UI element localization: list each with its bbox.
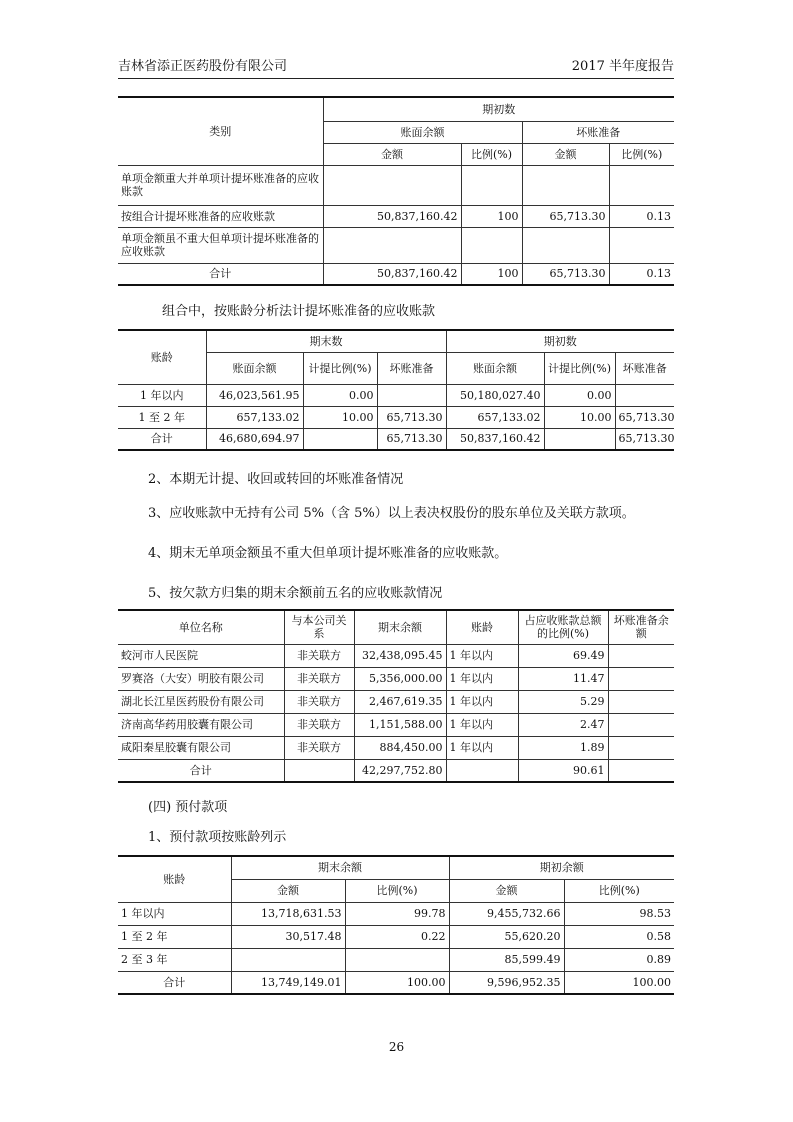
table-row — [118, 971, 674, 994]
t3-cell — [284, 759, 354, 782]
t2-cell: 65,713.30 — [377, 428, 446, 450]
t4-cell: 0.89 — [564, 948, 674, 971]
report-title: 2017 半年度报告 — [571, 59, 674, 74]
t4-ratio-header: 比例(%) — [345, 879, 449, 902]
t3-rel-header: 与本公司关系 — [284, 610, 354, 644]
table-row — [118, 902, 674, 925]
t3-unit: 湖北长江星医药股份有限公司 — [118, 690, 284, 713]
t1-cell — [323, 165, 461, 205]
t1-cell: 50,837,160.42 — [323, 205, 461, 227]
t1-amount-header: 金额 — [323, 143, 461, 165]
t1-cell: 0.13 — [609, 263, 674, 285]
t3-cell: 42,297,752.80 — [354, 759, 446, 782]
t2-cell: 50,837,160.42 — [446, 428, 544, 450]
t1-cell: 65,713.30 — [522, 263, 609, 285]
t3-cell: 非关联方 — [284, 690, 354, 713]
t3-cell: 1 年以内 — [446, 713, 518, 736]
t1-cell — [609, 165, 674, 205]
t4-cell: 9,455,732.66 — [449, 902, 564, 925]
table-row — [118, 263, 674, 285]
t1-cell — [609, 227, 674, 263]
t2-cell: 65,713.30 — [615, 406, 674, 428]
table-row — [118, 227, 674, 263]
t4-cell: 0.58 — [564, 925, 674, 948]
table-row — [118, 384, 674, 406]
t2-age: 1 年以内 — [118, 384, 206, 406]
aging-analysis-table — [118, 329, 674, 451]
t2-cell — [615, 384, 674, 406]
t1-period-header: 期初数 — [323, 97, 674, 121]
paragraph-4: 4、期末无单项金额虽不重大但单项计提坏账准备的应收账款。 — [148, 546, 508, 561]
t3-unit: 合计 — [118, 759, 284, 782]
t3-cell: 69.49 — [518, 644, 608, 667]
page-number: 26 — [388, 1040, 405, 1054]
t1-book-header: 账面余额 — [323, 121, 522, 143]
t4-amount2-header: 金额 — [449, 879, 564, 902]
t3-cell — [608, 759, 674, 782]
t3-unit: 咸阳秦星胶囊有限公司 — [118, 736, 284, 759]
table-row — [118, 406, 674, 428]
t1-category-header: 类别 — [118, 97, 323, 165]
t4-begin-header: 期初余额 — [449, 856, 674, 879]
t2-begin-header: 期初数 — [446, 330, 674, 352]
t4-cell — [345, 948, 449, 971]
table-row — [118, 205, 674, 227]
t2-bad2-header: 坏账准备 — [615, 352, 674, 384]
t1-ratio-header: 比例(%) — [461, 143, 522, 165]
t2-book-header: 账面余额 — [206, 352, 303, 384]
receivables-category-table — [118, 96, 674, 286]
t3-cell: 1 年以内 — [446, 644, 518, 667]
t3-cell: 1,151,588.00 — [354, 713, 446, 736]
t3-pct-header: 占应收账款总额的比例(%) — [518, 610, 608, 644]
t4-cell: 99.78 — [345, 902, 449, 925]
company-name: 吉林省添正医药股份有限公司 — [118, 59, 288, 74]
t4-ratio2-header: 比例(%) — [564, 879, 674, 902]
t3-cell: 11.47 — [518, 667, 608, 690]
t4-age: 2 至 3 年 — [118, 948, 231, 971]
t2-cell — [377, 384, 446, 406]
t3-bad-header: 坏账准备余额 — [608, 610, 674, 644]
t2-cell: 46,023,561.95 — [206, 384, 303, 406]
t3-unit: 蛟河市人民医院 — [118, 644, 284, 667]
t2-cell — [303, 428, 377, 450]
t4-age-header: 账龄 — [118, 856, 231, 902]
table-row — [118, 925, 674, 948]
t2-cell: 10.00 — [303, 406, 377, 428]
t3-cell: 32,438,095.45 — [354, 644, 446, 667]
t2-cell: 10.00 — [544, 406, 615, 428]
t2-cell: 50,180,027.40 — [446, 384, 544, 406]
t1-cell: 50,837,160.42 — [323, 263, 461, 285]
t1-ratio2-header: 比例(%) — [609, 143, 674, 165]
t3-cell: 非关联方 — [284, 736, 354, 759]
t1-cell — [323, 227, 461, 263]
t3-cell: 2.47 — [518, 713, 608, 736]
t3-cell — [608, 644, 674, 667]
paragraph-3: 3、应收账款中无持有公司 5%（含 5%）以上表决权股份的股东单位及关联方款项。 — [148, 506, 635, 521]
t1-amount2-header: 金额 — [522, 143, 609, 165]
paragraph-5: 5、按欠款方归集的期末余额前五名的应收账款情况 — [148, 586, 443, 601]
page-header — [118, 56, 674, 79]
t4-cell: 100.00 — [564, 971, 674, 994]
t2-cell: 46,680,694.97 — [206, 428, 303, 450]
t1-row-label: 单项金额虽不重大但单项计提坏账准备的应收账款 — [118, 227, 323, 263]
t2-rate2-header: 计提比例(%) — [544, 352, 615, 384]
table-row — [118, 759, 674, 782]
t3-cell: 5,356,000.00 — [354, 667, 446, 690]
t2-cell: 0.00 — [303, 384, 377, 406]
t2-cell: 657,133.02 — [446, 406, 544, 428]
t3-cell: 非关联方 — [284, 667, 354, 690]
t3-cell: 2,467,619.35 — [354, 690, 446, 713]
t2-cell: 65,713.30 — [377, 406, 446, 428]
t2-cell: 0.00 — [544, 384, 615, 406]
t2-cell: 657,133.02 — [206, 406, 303, 428]
t4-end-header: 期末余额 — [231, 856, 449, 879]
t3-unit-header: 单位名称 — [118, 610, 284, 644]
t4-age: 合计 — [118, 971, 231, 994]
t3-cell — [608, 713, 674, 736]
t4-cell: 0.22 — [345, 925, 449, 948]
t1-cell: 65,713.30 — [522, 205, 609, 227]
t2-age: 1 至 2 年 — [118, 406, 206, 428]
paragraph-aging-intro: 组合中，按账龄分析法计提坏账准备的应收账款 — [162, 304, 436, 319]
t3-cell: 非关联方 — [284, 713, 354, 736]
t4-cell: 13,749,149.01 — [231, 971, 345, 994]
t2-bad-header: 坏账准备 — [377, 352, 446, 384]
t3-age-header: 账龄 — [446, 610, 518, 644]
t3-cell — [608, 667, 674, 690]
t3-cell: 1.89 — [518, 736, 608, 759]
t1-row-label: 单项金额重大并单项计提坏账准备的应收账款 — [118, 165, 323, 205]
t3-cell: 1 年以内 — [446, 736, 518, 759]
table-row — [118, 644, 674, 667]
t2-end-header: 期末数 — [206, 330, 446, 352]
t3-cell: 1 年以内 — [446, 690, 518, 713]
t4-cell: 85,599.49 — [449, 948, 564, 971]
t2-age: 合计 — [118, 428, 206, 450]
paragraph-prepayments-aging: 1、预付款项按账龄列示 — [148, 830, 287, 845]
t3-cell — [608, 690, 674, 713]
t1-cell: 0.13 — [609, 205, 674, 227]
t2-cell — [544, 428, 615, 450]
t2-age-header: 账龄 — [118, 330, 206, 384]
t3-cell — [446, 759, 518, 782]
t4-cell: 55,620.20 — [449, 925, 564, 948]
t1-cell: 100 — [461, 263, 522, 285]
table-row — [118, 428, 674, 450]
t2-rate-header: 计提比例(%) — [303, 352, 377, 384]
t4-cell: 13,718,631.53 — [231, 902, 345, 925]
t3-cell: 5.29 — [518, 690, 608, 713]
table-row — [118, 948, 674, 971]
section-prepayments-title: (四) 预付款项 — [148, 800, 228, 815]
t4-amount-header: 金额 — [231, 879, 345, 902]
prepayments-aging-table — [118, 855, 674, 995]
table-row — [118, 165, 674, 205]
t4-cell — [231, 948, 345, 971]
t3-cell: 非关联方 — [284, 644, 354, 667]
t3-cell: 1 年以内 — [446, 667, 518, 690]
t1-cell — [461, 227, 522, 263]
t1-bad-header: 坏账准备 — [522, 121, 674, 143]
t4-cell: 98.53 — [564, 902, 674, 925]
t4-cell: 30,517.48 — [231, 925, 345, 948]
t1-row-label: 合计 — [118, 263, 323, 285]
t1-cell — [461, 165, 522, 205]
table-row — [118, 690, 674, 713]
t4-cell: 9,596,952.35 — [449, 971, 564, 994]
t4-age: 1 至 2 年 — [118, 925, 231, 948]
t3-cell: 90.61 — [518, 759, 608, 782]
t1-cell: 100 — [461, 205, 522, 227]
t3-cell — [608, 736, 674, 759]
t4-age: 1 年以内 — [118, 902, 231, 925]
t2-cell: 65,713.30 — [615, 428, 674, 450]
t3-unit: 罗赛洛（大安）明胶有限公司 — [118, 667, 284, 690]
table-row — [118, 713, 674, 736]
t1-cell — [522, 165, 609, 205]
t1-cell — [522, 227, 609, 263]
top-five-receivables-table — [118, 609, 674, 783]
t3-bal-header: 期末余额 — [354, 610, 446, 644]
table-row — [118, 667, 674, 690]
t2-book2-header: 账面余额 — [446, 352, 544, 384]
t4-cell: 100.00 — [345, 971, 449, 994]
t3-cell: 884,450.00 — [354, 736, 446, 759]
table-row — [118, 736, 674, 759]
t3-unit: 济南高华药用胶囊有限公司 — [118, 713, 284, 736]
paragraph-2: 2、本期无计提、收回或转回的坏账准备情况 — [148, 472, 404, 487]
t1-row-label: 按组合计提坏账准备的应收账款 — [118, 205, 323, 227]
